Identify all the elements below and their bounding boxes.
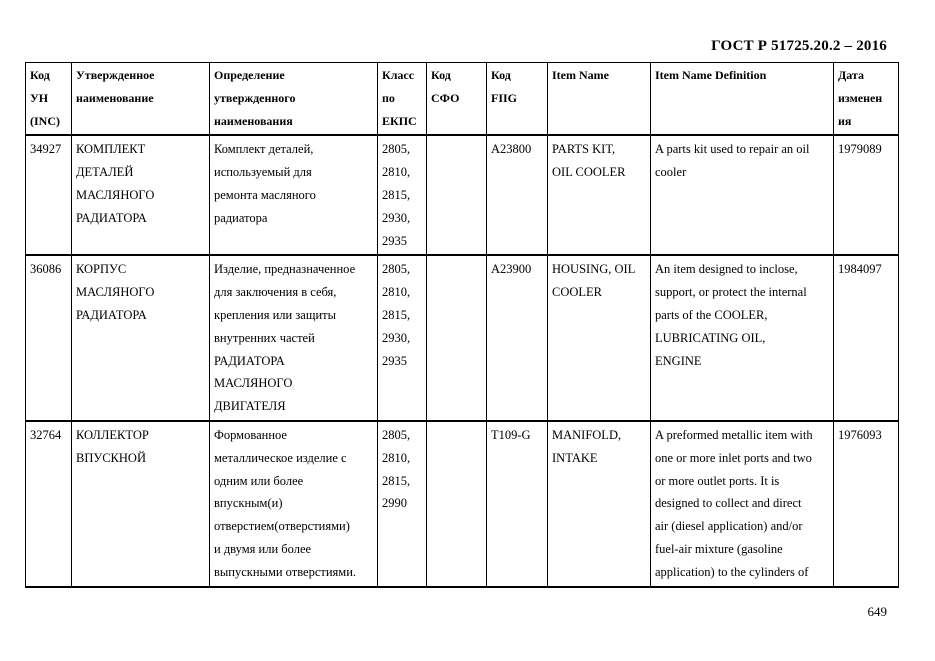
cell-lines — [655, 424, 829, 584]
cell-line: МАСЛЯНОГО — [214, 376, 293, 391]
header-line: Код — [30, 68, 50, 82]
cell-ekps-class — [378, 255, 427, 421]
header-line: FIIG — [491, 90, 518, 105]
cell-lines — [382, 258, 422, 372]
cell-line: ДЕТАЛЕЙ — [76, 165, 134, 180]
cell-line: ДВИГАТЕЛЯ — [214, 399, 286, 414]
cell-lines — [491, 258, 543, 281]
header-lines — [30, 64, 67, 132]
col-header-sfo-code — [427, 63, 487, 136]
cell-line: КОРПУС — [76, 262, 127, 277]
col-header-approved-name — [72, 63, 210, 136]
cell-line: HOUSING, OIL — [552, 262, 636, 277]
cell-line: An item designed to inclose, — [655, 262, 798, 277]
header-line: утвержденного — [214, 90, 296, 105]
cell-line: ремонта масляного — [214, 187, 316, 202]
cell-line: 2815, — [382, 187, 411, 202]
classification-table — [25, 62, 899, 588]
cell-item-name — [548, 135, 651, 255]
cell-definition — [210, 421, 378, 587]
header-line: УН — [30, 90, 49, 105]
cell-line: 2815, — [382, 473, 411, 488]
document-standard-header: ГОСТ Р 51725.20.2 – 2016 — [711, 38, 887, 54]
header-line: Определение — [214, 68, 285, 82]
cell-lines — [382, 138, 422, 252]
cell-line: РАДИАТОРА — [214, 353, 285, 368]
header-line: СФО — [431, 90, 460, 105]
page-number: 649 — [867, 604, 887, 619]
cell-line: РАДИАТОРА — [76, 210, 147, 225]
cell-line: 2930, — [382, 210, 411, 225]
cell-line: OIL COOLER — [552, 165, 626, 180]
cell-item-name-definition — [651, 421, 834, 587]
cell-lines — [76, 138, 205, 229]
cell-line: 2990 — [382, 496, 407, 511]
cell-item-name — [548, 255, 651, 421]
cell-line: 32764 — [30, 427, 62, 442]
cell-line: крепления или защиты — [214, 307, 337, 322]
cell-lines — [838, 138, 894, 161]
cell-lines — [30, 424, 67, 447]
cell-definition — [210, 255, 378, 421]
cell-lines — [214, 424, 373, 584]
cell-date-changed — [834, 421, 899, 587]
cell-line: КОЛЛЕКТОР — [76, 427, 149, 442]
cell-lines — [552, 138, 646, 184]
cell-line: внутренних частей — [214, 330, 315, 345]
cell-lines — [76, 258, 205, 326]
header-lines — [491, 64, 543, 110]
cell-line: application) to the cylinders of — [655, 564, 809, 579]
table-row — [26, 255, 899, 421]
header-lines — [838, 64, 894, 132]
cell-line: A parts kit used to repair an oil — [655, 142, 810, 157]
cell-item-name — [548, 421, 651, 587]
header-line: изменен — [838, 90, 883, 105]
cell-line: 1976093 — [838, 427, 882, 442]
cell-line: Изделие, предназначенное — [214, 262, 356, 277]
header-line: Утвержденное — [76, 68, 155, 82]
cell-date-changed — [834, 135, 899, 255]
cell-lines — [552, 258, 646, 304]
cell-lines — [655, 258, 829, 372]
cell-lines — [214, 258, 373, 418]
col-header-item-name-definition — [651, 63, 834, 136]
header-line: (INC) — [30, 113, 60, 128]
header-line: Дата — [838, 68, 864, 82]
cell-line: T109-G — [491, 427, 531, 442]
cell-line: 2805, — [382, 262, 411, 277]
cell-line: РАДИАТОРА — [76, 307, 147, 322]
cell-ekps-class — [378, 135, 427, 255]
cell-line: 36086 — [30, 262, 62, 277]
cell-fiig-code — [487, 255, 548, 421]
cell-line: выпускными отверстиями. — [214, 564, 357, 579]
col-header-fiig-code — [487, 63, 548, 136]
header-line: ия — [838, 113, 852, 128]
cell-lines — [30, 138, 67, 161]
cell-line: ENGINE — [655, 353, 702, 368]
table-header-row — [26, 63, 899, 136]
col-header-ekps-class — [378, 63, 427, 136]
cell-lines — [30, 258, 67, 281]
cell-line: MANIFOLD, — [552, 427, 622, 442]
header-lines — [382, 64, 422, 132]
cell-line: для заключения в себя, — [214, 285, 337, 300]
cell-line: 2815, — [382, 307, 411, 322]
cell-lines — [491, 424, 543, 447]
cell-line: 2935 — [382, 233, 407, 248]
cell-line: 2935 — [382, 353, 407, 368]
cell-sfo-code — [427, 135, 487, 255]
cell-line: A preformed metallic item with — [655, 427, 813, 442]
header-line: Код — [491, 68, 511, 82]
cell-line: INTAKE — [552, 450, 598, 465]
cell-fiig-code — [487, 135, 548, 255]
cell-line: 2810, — [382, 450, 411, 465]
cell-line: радиатора — [214, 210, 268, 225]
col-header-item-name — [548, 63, 651, 136]
header-line: наименования — [214, 113, 293, 128]
cell-lines — [838, 258, 894, 281]
cell-line: LUBRICATING OIL, — [655, 330, 766, 345]
cell-lines — [382, 424, 422, 515]
cell-lines — [552, 424, 646, 470]
header-lines — [655, 64, 829, 87]
cell-date-changed — [834, 255, 899, 421]
cell-lines — [76, 424, 205, 470]
cell-line: A23900 — [491, 262, 532, 277]
cell-inc-code — [26, 255, 72, 421]
cell-line: Формованное — [214, 427, 287, 442]
cell-line: parts of the COOLER, — [655, 307, 768, 322]
cell-line: designed to collect and direct — [655, 496, 802, 511]
cell-lines — [491, 138, 543, 161]
cell-line: air (diesel application) and/or — [655, 519, 803, 534]
cell-item-name-definition — [651, 135, 834, 255]
cell-lines — [214, 138, 373, 229]
col-header-date-changed — [834, 63, 899, 136]
cell-inc-code — [26, 135, 72, 255]
header-lines — [431, 64, 482, 110]
cell-line: 2930, — [382, 330, 411, 345]
cell-line: впускным(и) — [214, 496, 283, 511]
cell-approved-name — [72, 255, 210, 421]
cell-line: используемый для — [214, 165, 312, 180]
header-line: ЕКПС — [382, 113, 417, 128]
cell-line: 2805, — [382, 142, 411, 157]
cell-line: fuel-air mixture (gasoline — [655, 541, 783, 556]
cell-line: одним или более — [214, 473, 304, 488]
cell-line: PARTS KIT, — [552, 142, 616, 157]
cell-approved-name — [72, 135, 210, 255]
cell-line: or more outlet ports. It is — [655, 473, 780, 488]
cell-line: 2810, — [382, 165, 411, 180]
cell-line: МАСЛЯНОГО — [76, 187, 155, 202]
header-line: Код — [431, 68, 451, 82]
header-line: Item Name Definition — [655, 68, 767, 82]
table-row — [26, 135, 899, 255]
header-line: наименование — [76, 90, 154, 105]
cell-line: 1979089 — [838, 142, 882, 157]
cell-sfo-code — [427, 421, 487, 587]
cell-line: 1984097 — [838, 262, 882, 277]
header-line: Класс — [382, 68, 415, 82]
cell-definition — [210, 135, 378, 255]
cell-approved-name — [72, 421, 210, 587]
cell-line: COOLER — [552, 285, 602, 300]
cell-line: и двумя или более — [214, 541, 312, 556]
header-lines — [214, 64, 373, 132]
cell-line: cooler — [655, 165, 687, 180]
col-header-definition — [210, 63, 378, 136]
cell-line: support, or protect the internal — [655, 285, 807, 300]
cell-sfo-code — [427, 255, 487, 421]
table-body — [26, 135, 899, 586]
cell-ekps-class — [378, 421, 427, 587]
cell-line: 2805, — [382, 427, 411, 442]
cell-line: A23800 — [491, 142, 532, 157]
cell-line: МАСЛЯНОГО — [76, 285, 155, 300]
cell-line: ВПУСКНОЙ — [76, 450, 146, 465]
header-lines — [552, 64, 646, 87]
cell-line: металлическое изделие с — [214, 450, 347, 465]
table-row — [26, 421, 899, 587]
col-header-inc-code — [26, 63, 72, 136]
header-line: по — [382, 90, 395, 105]
cell-line: КОМПЛЕКТ — [76, 142, 146, 157]
cell-line: отверстием(отверстиями) — [214, 519, 350, 534]
cell-lines — [655, 138, 829, 184]
cell-inc-code — [26, 421, 72, 587]
cell-line: Комплект деталей, — [214, 142, 314, 157]
cell-item-name-definition — [651, 255, 834, 421]
header-lines — [76, 64, 205, 110]
cell-line: 2810, — [382, 285, 411, 300]
header-line: Item Name — [552, 68, 609, 82]
cell-line: one or more inlet ports and two — [655, 450, 812, 465]
cell-line: 34927 — [30, 142, 62, 157]
cell-fiig-code — [487, 421, 548, 587]
cell-lines — [838, 424, 894, 447]
